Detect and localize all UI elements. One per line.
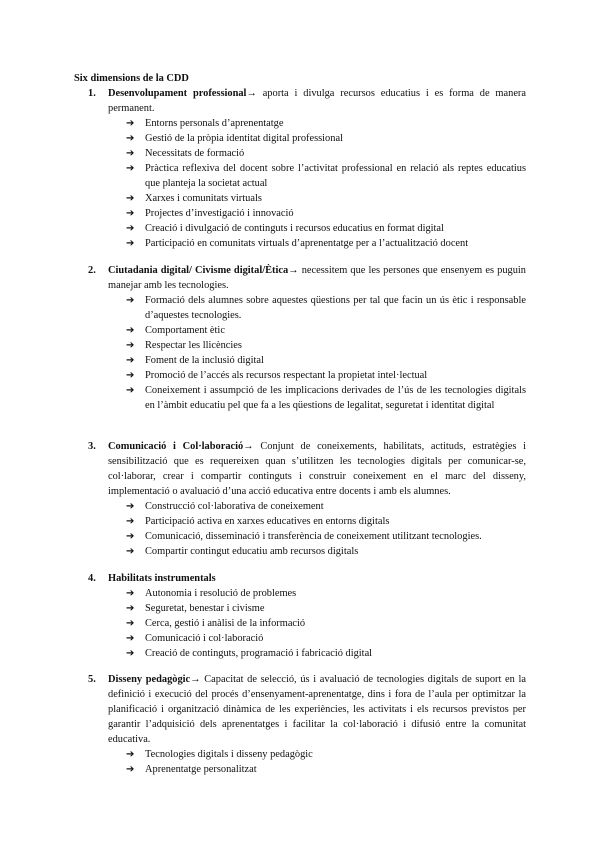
arrow-icon: →	[190, 674, 201, 685]
list-item: ➔ Respectar les llicències	[126, 340, 242, 351]
section-comunicacio-collaboracio	[74, 439, 526, 559]
arrow-bullet-icon: ➔	[126, 223, 135, 234]
section-bullet-list	[126, 747, 526, 777]
list-item: ➔ Comunicació i col·laboració	[126, 633, 264, 644]
list-item: ➔ Promoció de l’accés als recursos respectant la propietat intel·lectual	[126, 370, 428, 381]
arrow-icon: →	[246, 88, 257, 99]
list-item: ➔ Creació de continguts, programació i fabricació digital	[126, 648, 373, 659]
list-item: ➔ Tecnologies digitals i disseny pedagògic	[126, 749, 313, 760]
section-heading: Habilitats instrumentals	[108, 573, 216, 584]
arrow-bullet-icon: ➔	[126, 295, 135, 306]
arrow-bullet-icon: ➔	[126, 163, 135, 174]
list-item: ➔ Autonomia i resolució de problemes	[126, 588, 297, 599]
section-description: aporta i divulga recursos educatius i es forma de manera permanent.	[108, 88, 526, 114]
section-desenvolupament-professional	[74, 86, 526, 251]
list-item: ➔ Foment de la inclusió digital	[126, 355, 264, 366]
section-intro	[108, 672, 526, 747]
arrow-bullet-icon: ➔	[126, 516, 135, 527]
list-item: ➔ Aprenentatge personalitzat	[126, 764, 257, 775]
arrow-bullet-icon: ➔	[126, 501, 135, 512]
section-description: Capacitat de selecció, ús i avaluació de tecnologies digitals de suport en la definició i execució del procés d’ensenyament-aprenentatge, dins i fora de l’aula per optimitzar la planificació i organització dinàmica de les experiències, les activitats i els recursos previstos per garantir l’adquisició dels aprenentatges i facilitar la col·laboració i difusió entre la comunitat educativa.	[108, 674, 526, 745]
section-number: 5.	[88, 674, 96, 685]
section-intro	[108, 86, 526, 116]
list-item: ➔ Necessitats de formació	[126, 148, 245, 159]
arrow-bullet-icon: ➔	[126, 618, 135, 629]
arrow-bullet-icon: ➔	[126, 531, 135, 542]
section-number: 1.	[88, 88, 96, 99]
section-description: Conjunt de coneixements, habilitats, actituds, estratègies i sensibilització que es requereixen quan s’utilitzen les tecnologies digitals per comunicar-se, col·laborar, crear i compartir continguts i construir coneixement en el marc del disseny, implementació o avaluació d’una acció educativa entre docents i amb els alumnes.	[108, 441, 526, 497]
list-item: ➔ Gestió de la pròpia identitat digital professional	[126, 133, 343, 144]
arrow-bullet-icon: ➔	[126, 603, 135, 614]
section-description: necessitem que les persones que ensenyem es puguin manejar amb les tecnologies.	[108, 265, 526, 291]
section-heading: Comunicació i Col·laboració	[108, 441, 244, 452]
list-item: ➔ Entorns personals d’aprenentatge	[126, 118, 284, 129]
arrow-bullet-icon: ➔	[126, 325, 135, 336]
list-item: ➔ Seguretat, benestar i civisme	[126, 603, 265, 614]
document-title: Six dimensions de la CDD	[74, 73, 189, 84]
list-item: ➔ Xarxes i comunitats virtuals	[126, 193, 262, 204]
arrow-bullet-icon: ➔	[126, 340, 135, 351]
list-item: ➔ Formació dels alumnes sobre aquestes qüestions per tal que facin un ús ètic i responsable d’aquestes tecnologies.	[126, 295, 526, 321]
section-intro	[108, 439, 526, 499]
list-item: ➔ Comportament ètic	[126, 325, 225, 336]
section-disseny-pedagogic	[74, 672, 526, 777]
section-heading: Disseny pedagògic	[108, 674, 191, 685]
arrow-bullet-icon: ➔	[126, 118, 135, 129]
list-item: ➔ Coneixement i assumpció de les implicacions derivades de l’ús de les tecnologies digitals en l’àmbit educatiu pel que fa a les qüestions de legalitat, seguretat i identitat digital	[126, 385, 526, 411]
section-bullet-list	[126, 586, 526, 661]
section-number: 3.	[88, 441, 96, 452]
section-intro	[108, 571, 526, 586]
section-bullet-list	[126, 293, 526, 413]
arrow-bullet-icon: ➔	[126, 385, 135, 396]
arrow-bullet-icon: ➔	[126, 588, 135, 599]
arrow-bullet-icon: ➔	[126, 208, 135, 219]
arrow-bullet-icon: ➔	[126, 193, 135, 204]
arrow-bullet-icon: ➔	[126, 355, 135, 366]
list-item: ➔ Participació en comunitats virtuals d’aprenentatge per a l’actualització docent	[126, 238, 469, 249]
section-heading: Ciutadania digital/ Civisme digital/Ètica	[108, 265, 289, 276]
arrow-bullet-icon: ➔	[126, 749, 135, 760]
arrow-icon: →	[243, 441, 254, 452]
section-intro	[108, 263, 526, 293]
section-habilitats-instrumentals	[74, 571, 526, 661]
list-item: ➔ Projectes d’investigació i innovació	[126, 208, 294, 219]
arrow-bullet-icon: ➔	[126, 148, 135, 159]
section-heading: Desenvolupament professional	[108, 88, 247, 99]
arrow-bullet-icon: ➔	[126, 238, 135, 249]
list-item: ➔ Comunicació, disseminació i transferència de coneixement utilitzant tecnologies.	[126, 531, 482, 542]
arrow-bullet-icon: ➔	[126, 648, 135, 659]
list-item: ➔ Cerca, gestió i anàlisi de la informació	[126, 618, 306, 629]
arrow-bullet-icon: ➔	[126, 370, 135, 381]
section-bullet-list	[126, 116, 526, 251]
list-item: ➔ Compartir contingut educatiu amb recursos digitals	[126, 546, 359, 557]
list-item: ➔ Pràctica reflexiva del docent sobre l’activitat professional en relació als reptes educatius que planteja la societat actual	[126, 163, 526, 189]
arrow-bullet-icon: ➔	[126, 633, 135, 644]
list-item: ➔ Construcció col·laborativa de coneixement	[126, 501, 324, 512]
section-ciutadania-digital	[74, 263, 526, 413]
section-bullet-list	[126, 499, 526, 559]
section-number: 2.	[88, 265, 96, 276]
arrow-bullet-icon: ➔	[126, 133, 135, 144]
arrow-bullet-icon: ➔	[126, 764, 135, 775]
arrow-bullet-icon: ➔	[126, 546, 135, 557]
arrow-icon: →	[288, 265, 299, 276]
section-number: 4.	[88, 573, 96, 584]
list-item: ➔ Creació i divulgació de continguts i recursos educatius en format digital	[126, 223, 444, 234]
list-item: ➔ Participació activa en xarxes educatives en entorns digitals	[126, 516, 390, 527]
